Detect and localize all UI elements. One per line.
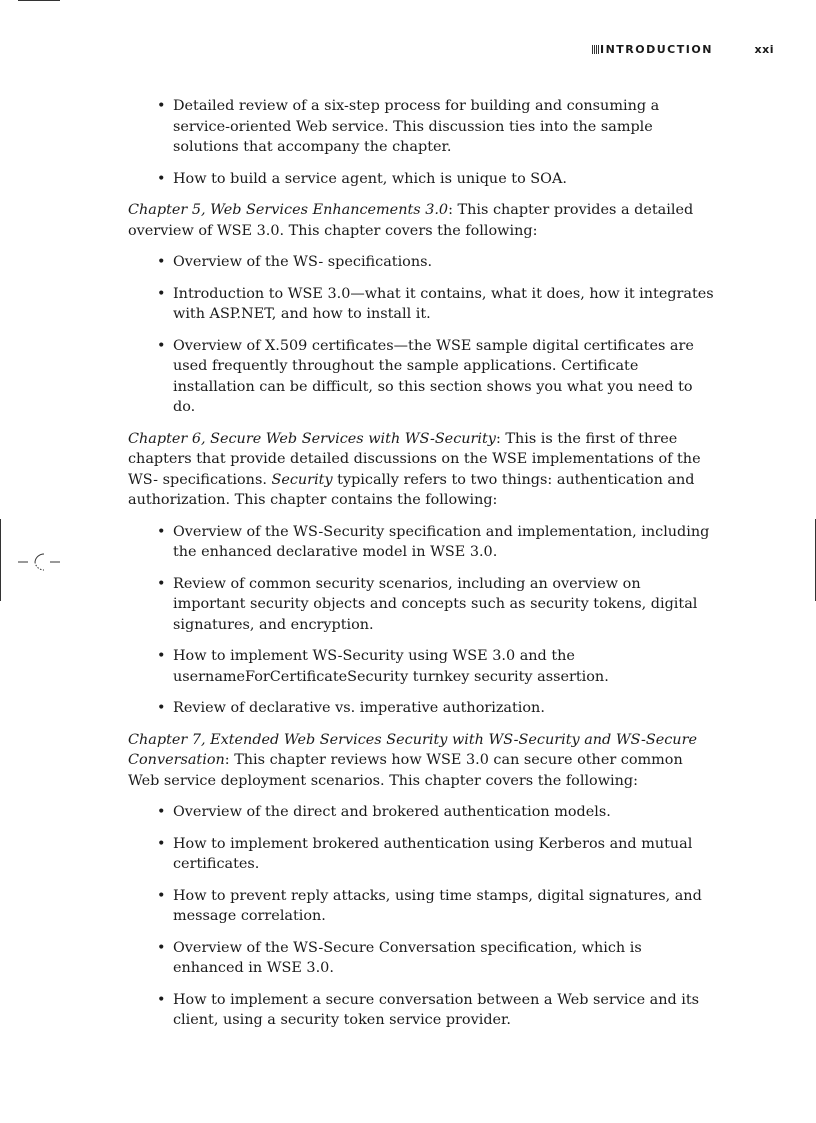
page-number: xxi <box>754 43 774 56</box>
list-item: • Overview of the WS-Secure Conversation specification, which is enhanced in WSE 3.0. <box>128 938 714 979</box>
chapter-5-paragraph <box>128 200 714 241</box>
crop-mark-top <box>18 0 60 1</box>
list-item: • Overview of the WS-Security specification and implementation, including the enhanced declarative model in WSE 3.0. <box>128 522 714 563</box>
bullet-list <box>128 802 714 1031</box>
chapter-intro: : This chapter provides a detailed overview of WSE 3.0. This chapter covers the following: <box>128 202 694 239</box>
list-item: • Overview of the WS- specifications. <box>128 252 714 273</box>
list-item: • Overview of the direct and brokered authentication models. <box>128 802 714 823</box>
chapter-intro: : This chapter reviews how WSE 3.0 can secure other common Web service deployment scenarios. This chapter covers the following: <box>128 752 683 789</box>
list-item: • How to build a service agent, which is unique to SOA. <box>128 169 714 190</box>
list-item: • Introduction to WSE 3.0—what it contains, what it does, how it integrates with ASP.NET, and how to install it. <box>128 284 714 325</box>
chapter-6-paragraph <box>128 429 714 511</box>
list-item: • How to implement a secure conversation between a Web service and its client, using a security token service provider. <box>128 990 714 1031</box>
bullet-list <box>128 96 714 189</box>
crop-mark-left <box>0 519 1 601</box>
list-item: • Review of declarative vs. imperative authorization. <box>128 698 714 719</box>
chapter-7-paragraph <box>128 730 714 792</box>
bullet-list <box>128 252 714 418</box>
list-item: • Overview of X.509 certificates—the WSE sample digital certificates are used frequently throughout the sample applications. Certificate installation can be difficult, so this section shows you what you need to do. <box>128 336 714 418</box>
chapter-title: Chapter 5, Web Services Enhancements 3.0 <box>128 202 449 218</box>
chapter-intro-rest: typically refers to two things: authentication and authorization. This chapter contains the following: <box>128 471 695 508</box>
list-item: • How to implement brokered authentication using Kerberos and mutual certificates. <box>128 834 714 875</box>
intro-term: Security <box>271 471 333 488</box>
body-text <box>128 96 714 1042</box>
list-item: • Review of common security scenarios, including an overview on important security objects and concepts such as security tokens, digital signatures, and encryption. <box>128 574 714 636</box>
running-header <box>560 43 774 59</box>
list-item: • How to prevent reply attacks, using time stamps, digital signatures, and message correlation. <box>128 886 714 927</box>
list-item: • Detailed review of a six-step process for building and consuming a service-oriented Web service. This discussion ties into the sample solutions that accompany the chapter. <box>128 96 714 158</box>
hatch-ornament-icon <box>592 45 599 54</box>
bullet-list <box>128 522 714 719</box>
list-item: • How to implement WS-Security using WSE 3.0 and the usernameForCertificateSecurity turnkey security assertion. <box>128 646 714 687</box>
registration-mark-icon <box>18 549 62 577</box>
chapter-title: Chapter 7, Extended Web Services Security with WS-Security and WS-Secure Conversation <box>128 731 697 768</box>
chapter-intro: : This is the first of three chapters that provide detailed discussions on the WSE implementations of the WS- specifications. <box>128 430 701 488</box>
chapter-title: Chapter 6, Secure Web Services with WS-Security <box>128 430 496 447</box>
section-title: INTRODUCTION <box>600 43 713 56</box>
